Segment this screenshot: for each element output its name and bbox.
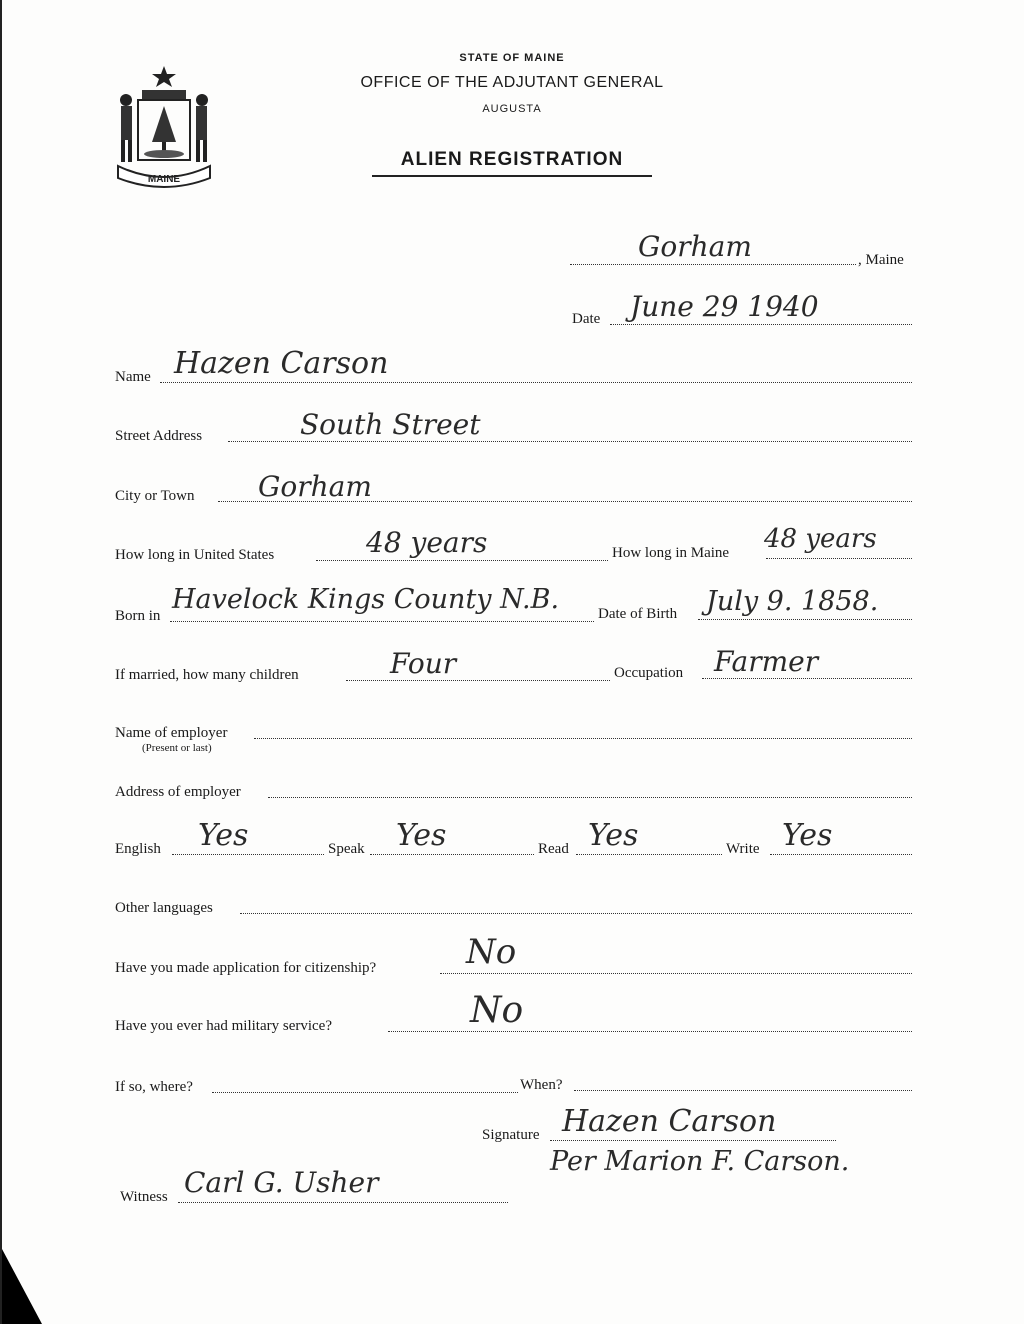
state-suffix: , Maine [858,252,904,268]
years-maine-line [766,558,912,559]
city-heading: AUGUSTA [482,103,542,115]
date-value[interactable]: June 29 1940 [630,290,819,323]
employer-sublabel: (Present or last) [142,742,212,754]
speak-line [370,854,534,855]
title-underline [372,175,652,177]
children-label: If married, how many children [115,667,299,683]
employer-line[interactable] [254,738,912,739]
read-label: Read [538,841,569,857]
city-label: City or Town [115,488,195,504]
town-line [570,264,856,265]
signature-label: Signature [482,1127,540,1143]
born-in-line [170,621,594,622]
name-value[interactable]: Hazen Carson [174,346,389,381]
svg-text:MAINE: MAINE [147,174,181,185]
street-line [228,441,912,442]
witness-line [178,1202,508,1203]
date-label: Date [572,311,601,327]
city-value[interactable]: Gorham [258,470,372,503]
citizenship-line [440,973,912,974]
english-label: English [115,841,161,857]
dob-line [698,619,912,620]
office-heading: OFFICE OF THE ADJUTANT GENERAL [360,74,664,91]
citizenship-label: Have you made application for citizenship? [115,960,377,976]
where-line[interactable] [212,1092,518,1093]
when-label: When? [520,1077,563,1093]
children-value[interactable]: Four [390,647,457,680]
speak-label: Speak [328,841,365,857]
name-line [160,382,912,383]
witness-value[interactable]: Carl G. Usher [184,1166,379,1199]
english-line [172,854,324,855]
military-label: Have you ever had military service? [115,1018,332,1034]
signature-value[interactable]: Hazen Carson [562,1104,777,1139]
page-corner-shadow [2,1249,42,1324]
dob-label: Date of Birth [598,606,678,622]
years-us-line [316,560,608,561]
where-label: If so, where? [115,1079,193,1095]
write-label: Write [726,841,760,857]
write-value[interactable]: Yes [782,818,833,853]
employer-address-label: Address of employer [115,784,241,800]
children-line [346,680,610,681]
years-maine-label: How long in Maine [612,545,730,561]
read-value[interactable]: Yes [588,818,639,853]
years-us-label: How long in United States [115,547,275,563]
name-label: Name [115,369,151,385]
years-us-value[interactable]: 48 years [366,526,488,559]
dob-value[interactable]: July 9. 1858. [706,586,879,617]
born-in-label: Born in [115,608,161,624]
maine-state-seal [110,62,218,192]
when-line[interactable] [574,1090,912,1091]
citizenship-value[interactable]: No [466,932,517,972]
other-languages-label: Other languages [115,900,213,916]
signature-line [550,1140,836,1141]
occupation-line [702,678,912,679]
witness-label: Witness [120,1189,168,1205]
employer-label: Name of employer [115,725,228,741]
occupation-label: Occupation [614,665,684,681]
other-languages-line[interactable] [240,913,912,914]
military-value[interactable]: No [470,990,524,1031]
street-value[interactable]: South Street [300,408,481,441]
town-value: Gorham [638,230,752,263]
write-line [770,854,912,855]
date-line [610,324,912,325]
employer-address-line[interactable] [268,797,912,798]
born-in-value[interactable]: Havelock Kings County N.B. [172,584,560,615]
read-line [576,854,722,855]
years-maine-value[interactable]: 48 years [764,524,877,554]
military-line [388,1031,912,1032]
form-title: ALIEN REGISTRATION [400,149,624,170]
speak-value[interactable]: Yes [396,818,447,853]
street-label: Street Address [115,428,203,444]
state-heading: STATE OF MAINE [459,52,565,64]
occupation-value[interactable]: Farmer [714,645,819,678]
signature-per: Per Marion F. Carson. [550,1146,850,1177]
english-value[interactable]: Yes [198,818,249,853]
